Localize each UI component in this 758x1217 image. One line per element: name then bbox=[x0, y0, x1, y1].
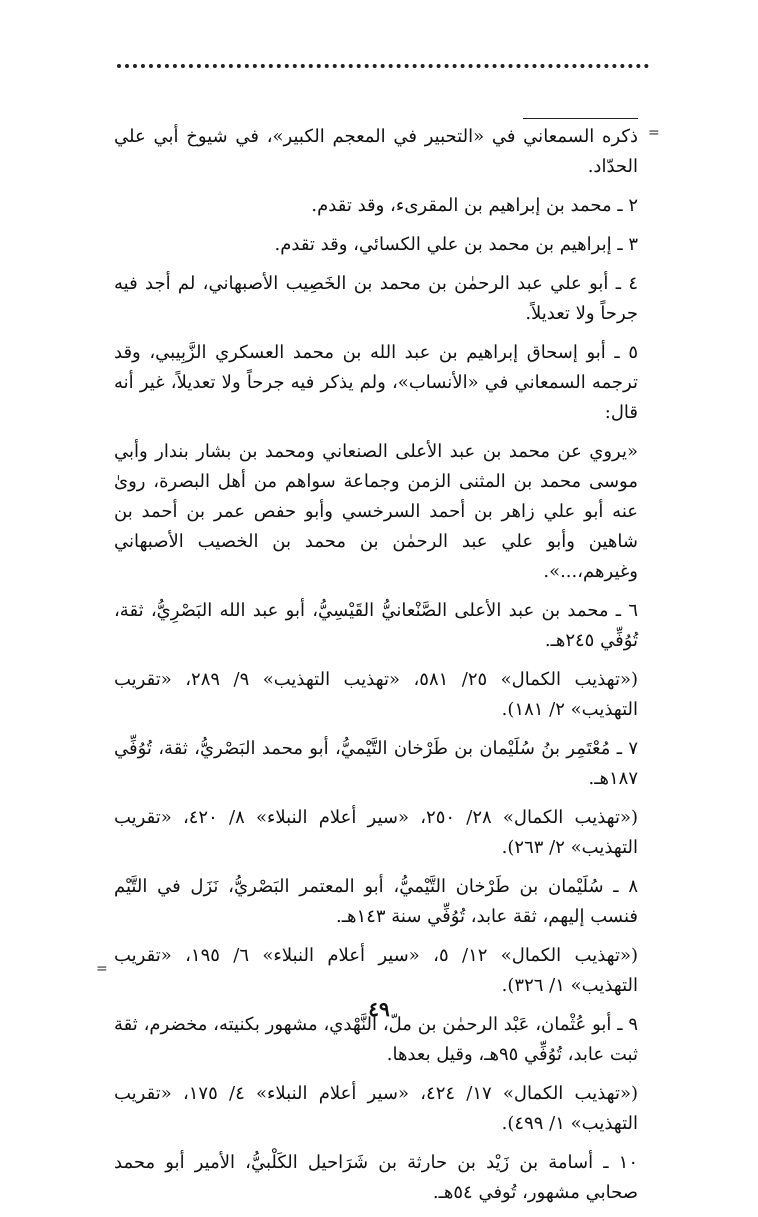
paragraph: («تهذيب الكمال» ١٢/ ٥، «سير أعلام النبلاء» ٦/ ١٩٥، «تقريب التهذيب» ١/ ٣٢٦). bbox=[114, 945, 639, 996]
footnote-separator-rule bbox=[523, 118, 638, 119]
footnotes-body bbox=[114, 122, 638, 1217]
paragraph: ٧ ـ مُعْتَمِر بنُ سُلَيْمان بن طَرْخان التَّيْميُّ، أبو محمد البَصْريُّ، ثقة، تُوُفِّي ١٨٧هـ. bbox=[114, 738, 638, 789]
paragraph: ٤ ـ أبو علي عبد الرحمٰن بن محمد بن الخَصِيب الأصبهاني، لم أجد فيه جرحاً ولا تعديلاً. bbox=[114, 273, 638, 324]
continuation-mark-top: = bbox=[648, 125, 660, 141]
page-number: ٤٩ bbox=[368, 997, 390, 1021]
paragraph: ١٠ ـ أسامة بن زَيْد بن حارثة بن شَرَاحيل الكَلْبيُّ، الأمير أبو محمد صحابي مشهور، تُوفي ٥٤هـ. bbox=[114, 1152, 638, 1203]
paragraph: ٣ ـ إبراهيم بن محمد بن علي الكسائي، وقد تقدم. bbox=[274, 234, 638, 255]
paragraph: ٥ ـ أبو إسحاق إبراهيم بن عبد الله بن محمد العسكري الزَّبِيبي، وقد ترجمه السمعاني في «الأنساب»، ولم يذكر فيه جرحاً ولا تعديلاً، غير أنه قال: bbox=[114, 342, 638, 423]
paragraph: («تهذيب الكمال» ١٧/ ٤٢٤، «سير أعلام النبلاء» ٤/ ١٧٥، «تقريب التهذيب» ١/ ٤٩٩). bbox=[114, 1083, 638, 1134]
paragraph: («تهذيب الكمال» ٢٨/ ٢٥٠، «سير أعلام النبلاء» ٨/ ٤٢٠، «تقريب التهذيب» ٢/ ٢٦٣). bbox=[114, 807, 638, 858]
paragraph: ٢ ـ محمد بن إبراهيم بن المقرىء، وقد تقدم. bbox=[311, 195, 638, 216]
paragraph: ٦ ـ محمد بن عبد الأعلى الصَّنْعانيُّ القَيْسِيُّ، أبو عبد الله البَصْرِيُّ، ثقة، تُوُفِّي ٢٤٥هـ. bbox=[114, 600, 638, 651]
paragraph: ٩ ـ أبو عُثْمان، عَبْد الرحمٰن بن ملّ، النَّهْدي، مشهور بكنيته، مخضرم، ثقة ثبت عابد، تُوُفِّي ٩٥هـ، وقيل بعدها. bbox=[114, 1014, 638, 1065]
paragraph: ٨ ـ سُلَيْمان بن طَرْخان التَّيْميُّ، أبو المعتمر البَصْريُّ، نَزَل في التَّيْم فنسب إليهم، ثقة عابد، تُوُفِّي سنة ١٤٣هـ. bbox=[114, 876, 638, 927]
continuation-mark-bottom: = bbox=[96, 961, 108, 977]
paragraph: ذكره السمعاني في «التحبير في المعجم الكبير»، في شيوخ أبي علي الحدّاد. bbox=[114, 126, 638, 177]
paragraph: «يروي عن محمد بن عبد الأعلى الصنعاني ومحمد بن بشار بندار وأبي موسى محمد بن المثنى الزمن وجماعة سواهم من أهل البصرة، روىٰ عنه أبو علي زاهر بن أحمد السرخسي وأبو حفص عمر بن أحمد بن شاهين وأبو علي عبد الرحمٰن بن محمد بن الخصيب الأصبهاني وغيرهم،...». bbox=[114, 441, 638, 582]
paragraph: («تهذيب الكمال» ٢٥/ ٥٨١، «تهذيب التهذيب» ٩/ ٢٨٩، «تقريب التهذيب» ٢/ ١٨١). bbox=[114, 669, 638, 720]
header-dotted-rule bbox=[117, 64, 649, 68]
